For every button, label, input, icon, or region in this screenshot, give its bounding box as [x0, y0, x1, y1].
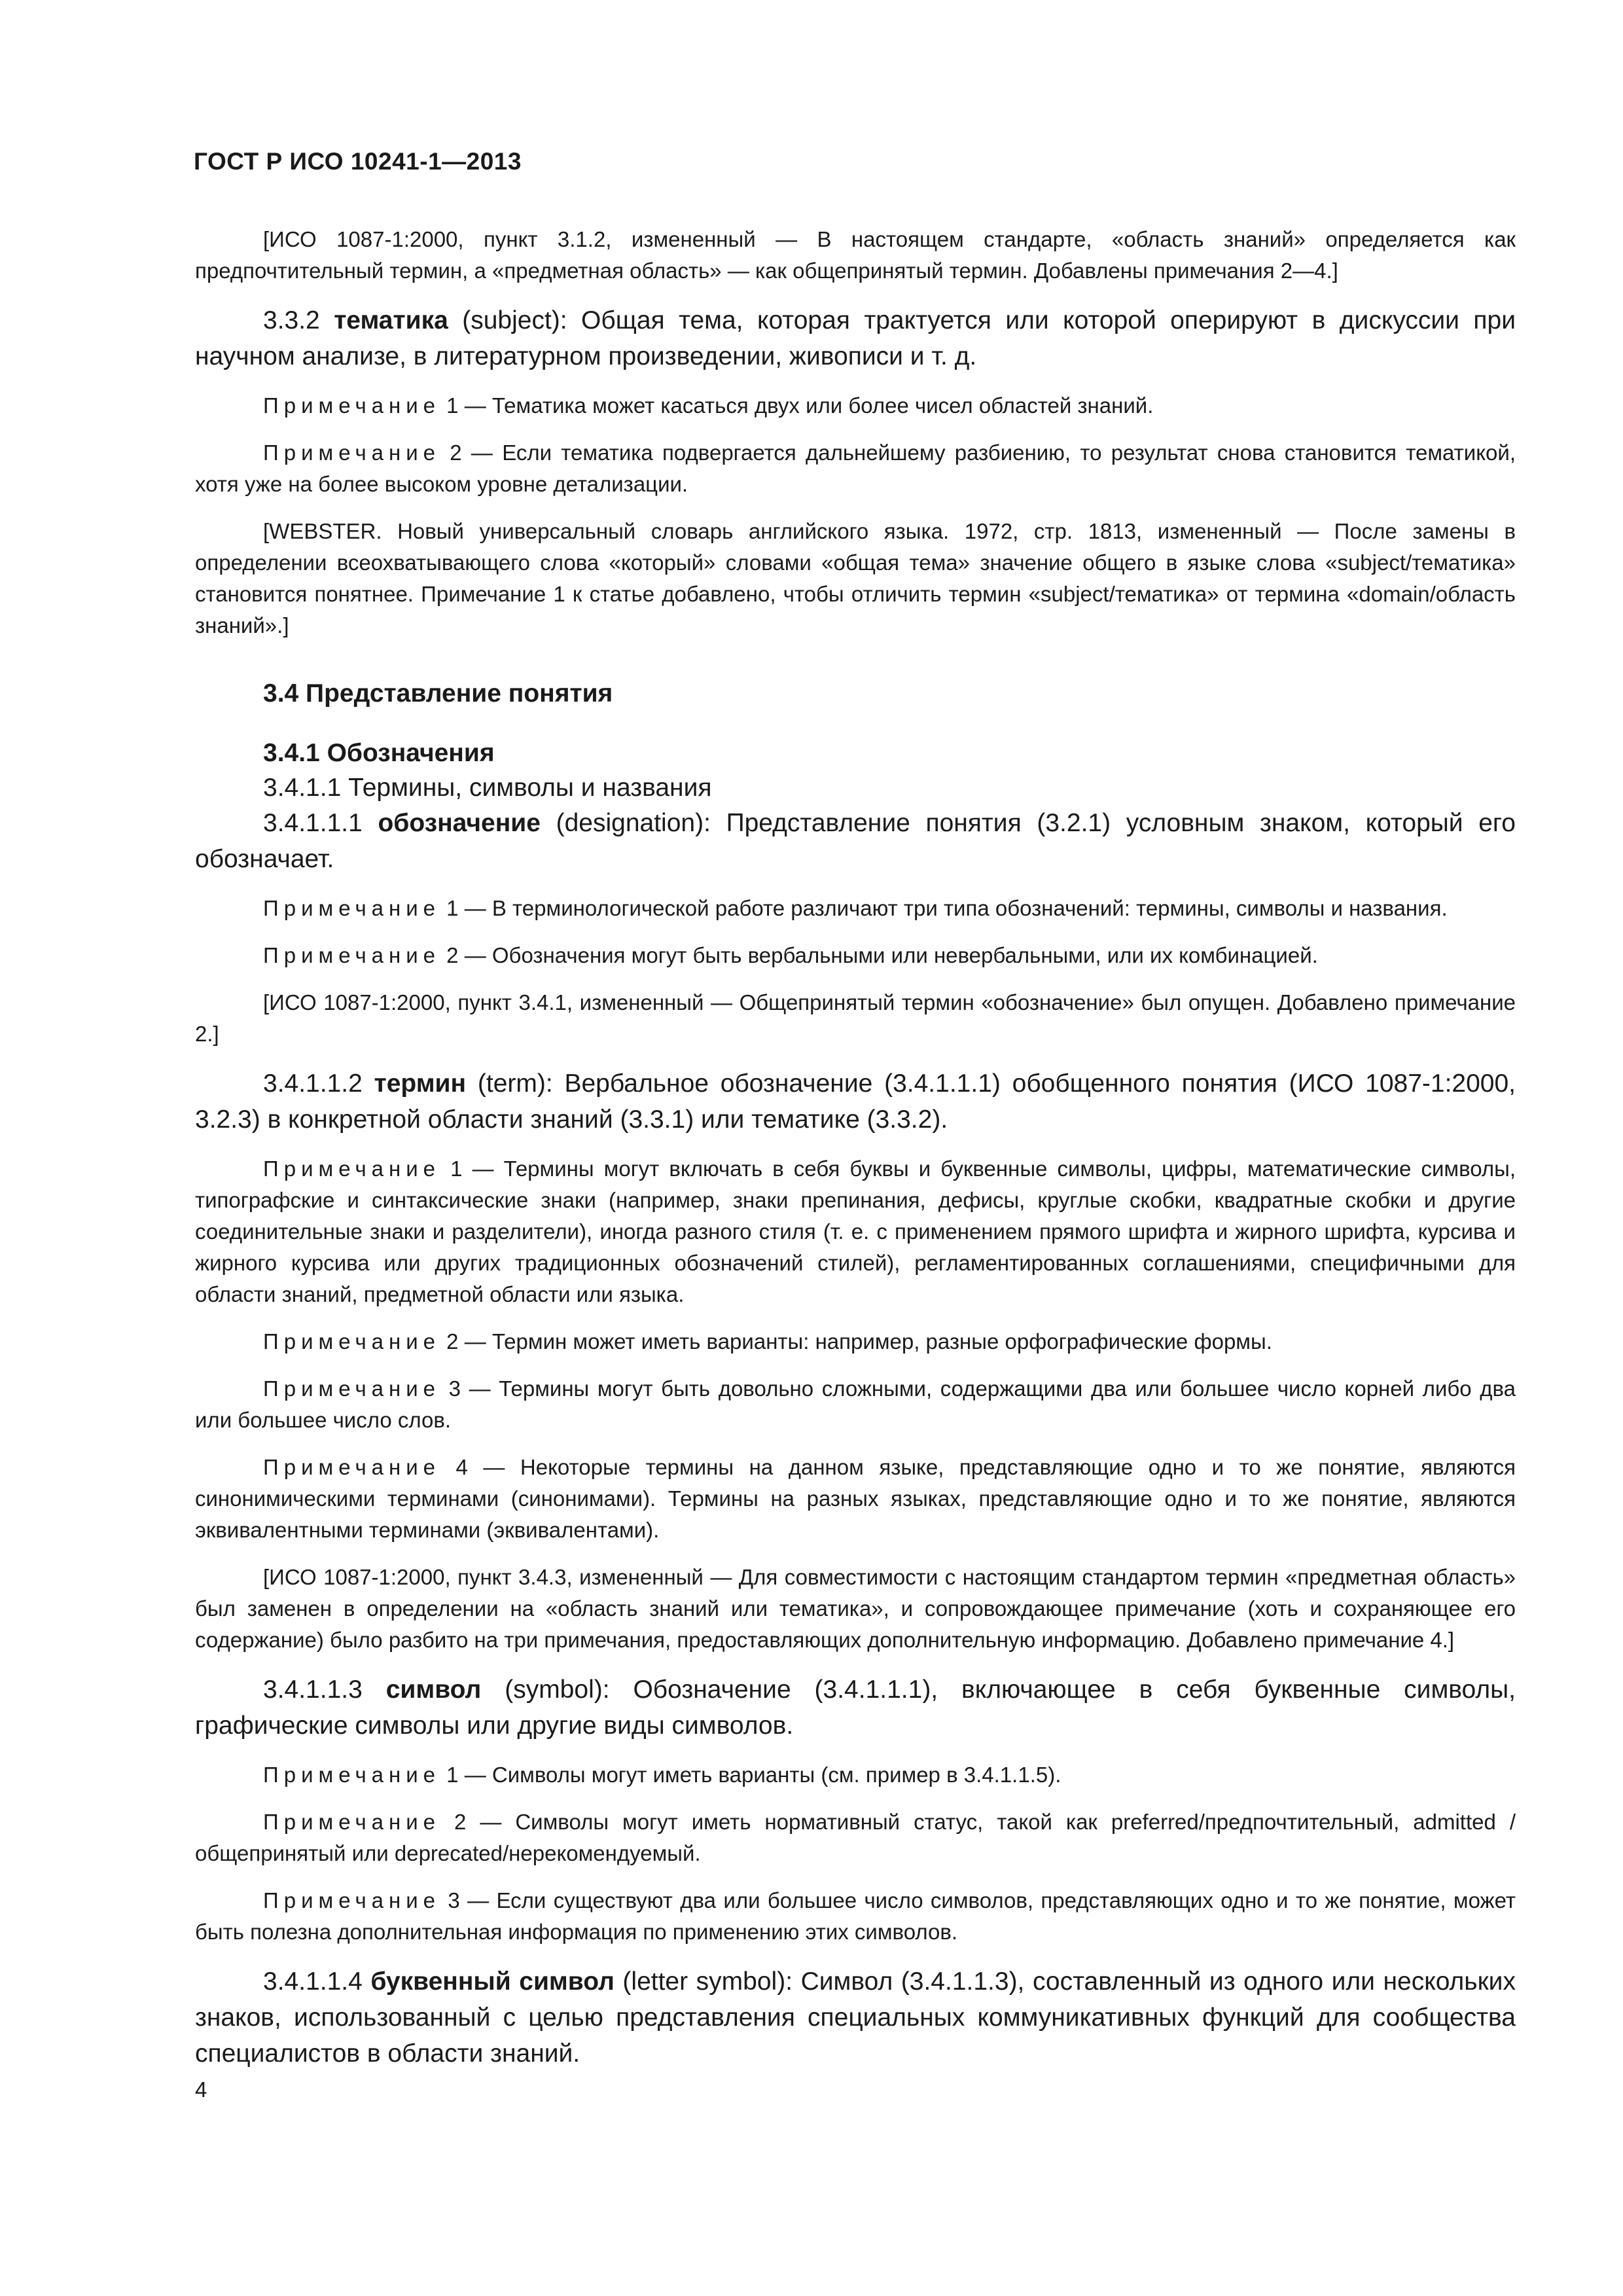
- note-text: 2 — Если тематика подвергается дальнейшему разбиению, то результат снова становится тематикой, хотя уже на более высоком уровне детализации.: [195, 440, 1516, 496]
- term-entry: [195, 1672, 1516, 1744]
- note: [195, 1759, 1516, 1791]
- term-definition: (symbol): Обозначение (3.4.1.1.1), включающее в себя буквенные символы, графические символы или другие виды символов.: [195, 1676, 1516, 1740]
- note-label: Примечание: [263, 1455, 441, 1479]
- note-label: Примечание: [263, 440, 441, 465]
- note: [195, 1806, 1516, 1869]
- note: [195, 1153, 1516, 1310]
- section-heading: 3.4 Представление понятия: [263, 679, 613, 708]
- note: [195, 893, 1516, 924]
- note-label: Примечание: [263, 1376, 441, 1401]
- document-body: [195, 224, 1516, 2072]
- note: [195, 1373, 1516, 1436]
- note-label: Примечание: [263, 896, 441, 920]
- term-definition: (designation): Представление понятия (3.2.1) условным знаком, который его обозначает.: [195, 809, 1516, 873]
- note-text: 2 — Символы могут иметь нормативный статус, такой как preferred/предпочтительный, admitted / общепринятый или deprecated/нерекомендуемый.: [195, 1810, 1516, 1865]
- document-header: ГОСТ Р ИСО 10241-1—2013: [194, 148, 522, 175]
- note-label: Примечание: [263, 943, 441, 967]
- term-number: 3.3.2: [263, 306, 334, 334]
- note-text: 4 — Некоторые термины на данном языке, представляющие одно и то же понятие, являются синонимическими терминами (синонимами). Термины на разных языках, представляющие одно и то же понятие, являются эквивалентными терминами (эквивалентами).: [195, 1455, 1516, 1542]
- note: [195, 1452, 1516, 1546]
- term-entry: [195, 1066, 1516, 1138]
- term-entry: [195, 805, 1516, 877]
- subsection-heading: 3.4.1 Обозначения: [263, 739, 495, 767]
- source-reference: [ИСО 1087-1:2000, пункт 3.4.1, измененный — Общепринятый термин «обозначение» был опущен. Добавлено примечание 2.]: [195, 990, 1516, 1046]
- note-label: Примечание: [263, 1810, 441, 1834]
- note: [195, 1326, 1516, 1357]
- page-number: 4: [195, 2077, 207, 2102]
- note: [195, 437, 1516, 500]
- note-label: Примечание: [263, 1157, 441, 1181]
- source-reference: [ИСО 1087-1:2000, пункт 3.4.3, измененный — Для совместимости с настоящим стандартом термин «предметная область» был заменен в определении на «область знаний или тематика», и сопровождающее примечание (хоть и сохраняющее его содержание) было разбито на три примечания, предоставляющих дополнительную информацию. Добавлено примечание 4.]: [195, 1565, 1516, 1652]
- term-number: 3.4.1.1.1: [263, 809, 378, 837]
- source-reference: [WEBSTER. Новый универсальный словарь английского языка. 1972, стр. 1813, измененный — После замены в определении всеохватывающего слова «который» словами «общая тема» значение общего в языке слова «subject/тематика» становится понятнее. Примечание 1 к статье добавлено, чтобы отличить термин «subject/тематика» от термина «domain/область знаний».]: [195, 519, 1516, 637]
- note: [195, 940, 1516, 971]
- note: [195, 390, 1516, 422]
- term-headword: буквенный символ: [370, 1967, 615, 1996]
- term-number: 3.4.1.1.2: [263, 1069, 374, 1098]
- term-headword: тематика: [334, 306, 448, 334]
- note-text: 2 — Обозначения могут быть вербальными или невербальными, или их комбинацией.: [440, 943, 1318, 967]
- term-headword: обозначение: [378, 809, 541, 837]
- note-label: Примечание: [263, 1763, 441, 1787]
- term-entry: [195, 302, 1516, 374]
- term-number: 3.4.1.1.4: [263, 1967, 371, 1996]
- subsubsection-heading: 3.4.1.1 Термины, символы и названия: [263, 774, 712, 802]
- note-text: 3 — Термины могут быть довольно сложными, содержащими два или большее число корней либо два или большее число слов.: [195, 1376, 1516, 1432]
- term-headword: термин: [374, 1069, 467, 1098]
- term-number: 3.4.1.1.3: [263, 1676, 386, 1704]
- term-entry: [195, 1964, 1516, 2072]
- note-text: 2 — Термин может иметь варианты: например, разные орфографические формы.: [440, 1329, 1272, 1354]
- note: [195, 1885, 1516, 1948]
- note-text: 1 — В терминологической работе различают три типа обозначений: термины, символы и названия.: [440, 896, 1448, 920]
- note-label: Примечание: [263, 1888, 441, 1912]
- source-reference: [ИСО 1087-1:2000, пункт 3.1.2, измененный — В настоящем стандарте, «область знаний» определяется как предпочтительный термин, а «предметная область» — как общепринятый термин. Добавлены примечания 2—4.]: [195, 227, 1516, 283]
- term-headword: символ: [385, 1676, 482, 1704]
- note-text: 1 — Символы могут иметь варианты (см. пример в 3.4.1.1.5).: [440, 1763, 1061, 1787]
- term-definition: (subject): Общая тема, которая трактуется или которой оперируют в дискуссии при научном анализе, в литературном произведении, живописи и т. д.: [195, 306, 1516, 370]
- term-definition: (letter symbol): Символ (3.4.1.1.3), составленный из одного или нескольких знаков, использованный с целью представления специальных коммуникативных функций для сообщества специалистов в области знаний.: [195, 1967, 1516, 2068]
- note-label: Примечание: [263, 1329, 441, 1354]
- note-text: 1 — Тематика может касаться двух или более чисел областей знаний.: [440, 393, 1154, 418]
- note-text: 3 — Если существуют два или большее число символов, представляющих одно и то же понятие, может быть полезна дополнительная информация по применению этих символов.: [195, 1888, 1516, 1944]
- term-definition: (term): Вербальное обозначение (3.4.1.1.1) обобщенного понятия (ИСО 1087-1:2000, 3.2.3) в конкретной области знаний (3.3.1) или тематике (3.3.2).: [195, 1069, 1516, 1134]
- note-text: 1 — Термины могут включать в себя буквы и буквенные символы, цифры, математические символы, типографские и синтаксические знаки (например, знаки препинания, дефисы, круглые скобки, квадратные скобки и другие соединительные знаки и разделители), иногда разного стиля (т. е. с применением прямого шрифта и жирного шрифта, курсива и жирного курсива или других традиционных обозначений стилей), регламентированных соглашениями, специфичными для области знаний, предметной области или языка.: [195, 1157, 1516, 1306]
- note-label: Примечание: [263, 393, 441, 418]
